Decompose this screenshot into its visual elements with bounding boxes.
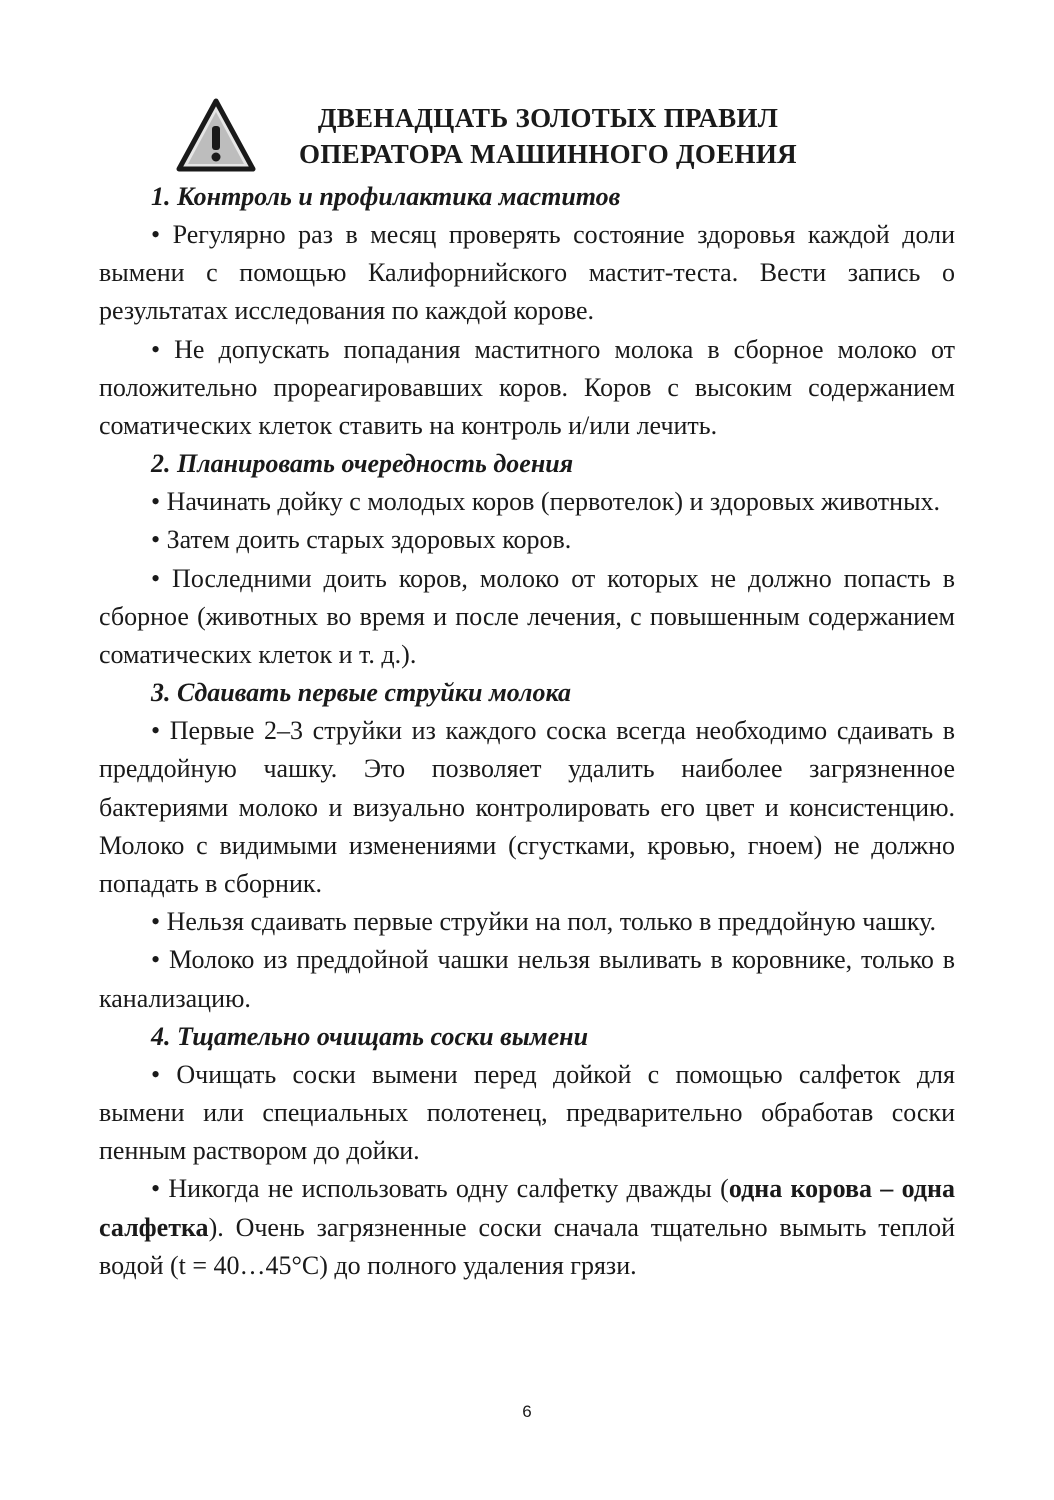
section-heading-2: 2. Планировать очередность доения — [151, 449, 574, 479]
paragraph-with-emphasis — [99, 1170, 955, 1285]
page-title — [258, 100, 838, 172]
paragraph: • Регулярно раз в месяц проверять состояние здоровья каждой доли вымени с помощью Калифорнийского мастит-теста. Вести запись о результатах исследования по каждой корове. — [99, 220, 955, 326]
paragraph: • Нельзя сдаивать первые струйки на пол, только в преддойную чашку. — [151, 907, 937, 937]
section-heading-1: 1. Контроль и профилактика маститов — [151, 182, 621, 211]
paragraph: • Начинать дойку с молодых коров (первотелок) и здоровых животных. — [151, 487, 941, 517]
section-heading-4: 4. Тщательно очищать соски вымени — [151, 1021, 589, 1051]
paragraph-text-before: • Никогда не использовать одну салфетку дважды ( — [151, 1174, 729, 1204]
paragraph: • Последними доить коров, молоко от которых не должно попасть в сборное (животных во время и после лечения, с повышенным содержанием соматических клеток и т. д.). — [99, 563, 955, 670]
paragraph: • Не допускать попадания маститного молока в сборное молоко от положительно прореагировавших коров. Коров с высоким содержанием соматических клеток ставить на контроль и/или лечить. — [99, 334, 955, 441]
page-number: 6 — [522, 1402, 532, 1421]
paragraph-text-after: ). Очень загрязненные соски сначала тщательно вымыть теплой водой (t = 40…45°С) до полного удаления грязи. — [99, 1212, 955, 1280]
emphasis-text: одна корова – одна салфетка — [99, 1174, 955, 1242]
title-line-1: ДВЕНАДЦАТЬ ЗОЛОТЫХ ПРАВИЛ — [317, 103, 779, 133]
page-header — [176, 98, 826, 176]
paragraph: • Первые 2–3 струйки из каждого соска всегда необходимо сдаивать в преддойную чашку. Это позволяет удалить наиболее загрязненное бактериями молоко и визуально контролировать его цвет и консистенцию. Молоко с видимыми изменениями (сгустками, кровью, гноем) не должно попадать в сборник. — [99, 716, 955, 899]
paragraph: • Молоко из преддойной чашки нельзя выливать в коровнике, только в канализацию. — [99, 945, 955, 1013]
paragraph: • Затем доить старых здоровых коров. — [151, 525, 572, 555]
section-heading-3: 3. Сдаивать первые струйки молока — [151, 678, 572, 708]
title-line-2: ОПЕРАТОРА МАШИННОГО ДОЕНИЯ — [299, 139, 797, 169]
document-body — [99, 178, 955, 1285]
paragraph: • Очищать соски вымени перед дойкой с помощью салфеток для вымени или специальных полотенец, предварительно обработав соски пенным раствором до дойки. — [99, 1059, 955, 1166]
warning-triangle-icon — [176, 98, 256, 172]
